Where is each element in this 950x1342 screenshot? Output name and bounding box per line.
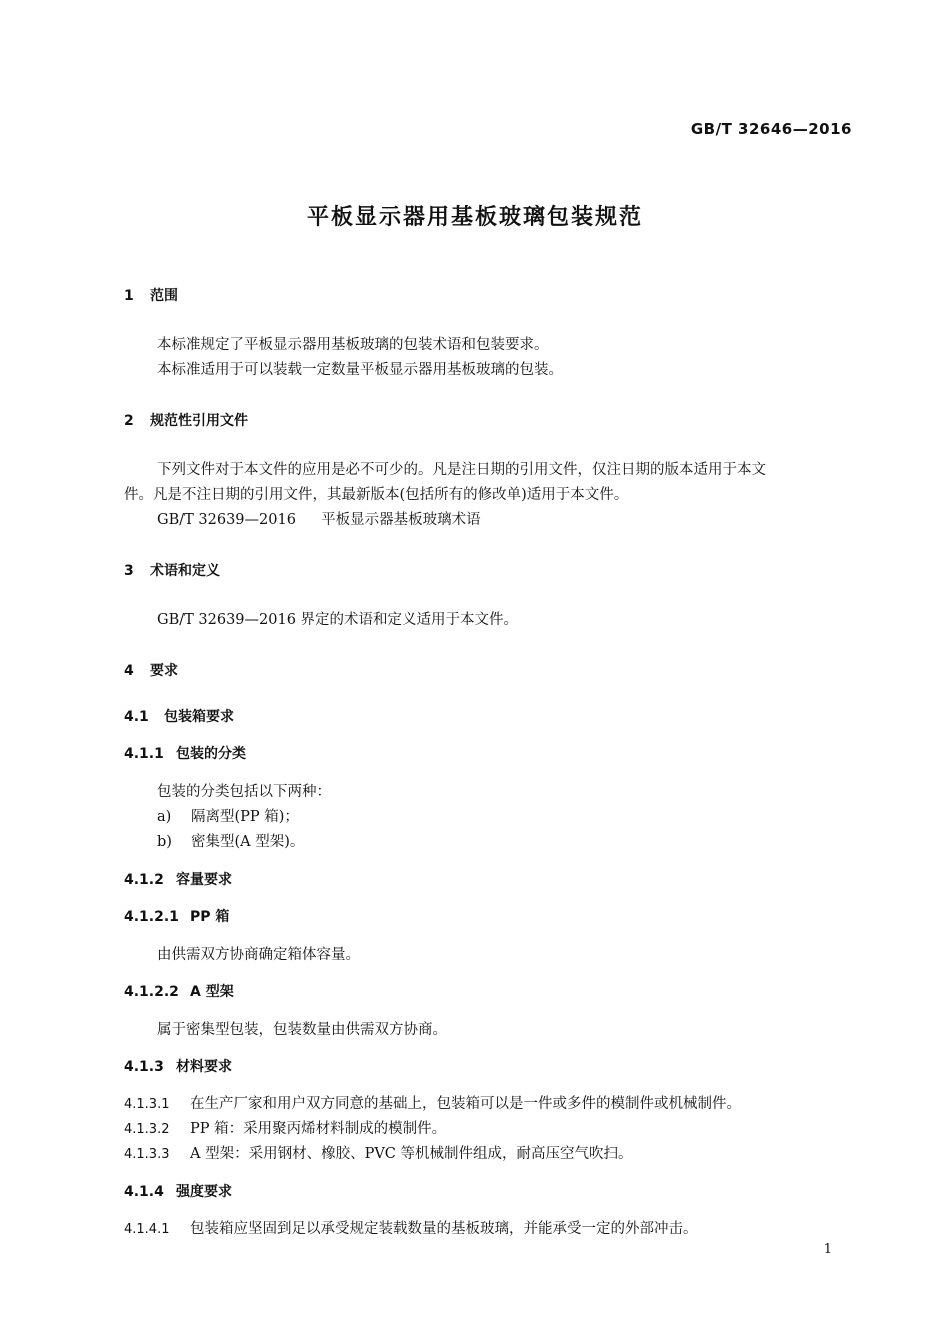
- section-title: 规范性引用文件: [150, 413, 248, 429]
- section-title: PP 箱: [190, 909, 230, 925]
- section-number: 4.1.4: [124, 1184, 164, 1200]
- paragraph: 包装的分类包括以下两种：: [157, 784, 331, 800]
- clause-4-1-3-1: [124, 1092, 741, 1113]
- paragraph-line: 下列文件对于本文件的应用是必不可少的。凡是注日期的引用文件，仅注日期的版本适用于本文: [157, 462, 766, 478]
- list-text: 密集型(A 型架)。: [191, 834, 305, 850]
- clause-4-1-3-2: [124, 1117, 446, 1138]
- paragraph: GB/T 32639—2016 界定的术语和定义适用于本文件。: [157, 612, 519, 628]
- list-item: [157, 805, 299, 826]
- paragraph: 属于密集型包装，包装数量由供需双方协商。: [157, 1022, 447, 1038]
- section-title: 范围: [150, 288, 178, 304]
- clause-text: 包装箱应坚固到足以承受规定装载数量的基板玻璃，并能承受一定的外部冲击。: [190, 1221, 698, 1237]
- clause-number: 4.1.3.3: [124, 1147, 170, 1162]
- subsection-4-1-2-2-heading: [124, 981, 234, 1001]
- section-number: 4.1: [124, 709, 149, 725]
- section-number: 4.1.3: [124, 1059, 164, 1075]
- clause-text: PP 箱：采用聚丙烯材料制成的模制件。: [190, 1121, 447, 1137]
- paragraph-line: 件。凡是不注日期的引用文件，其最新版本(包括所有的修改单)适用于本文件。: [124, 487, 629, 503]
- section-title: A 型架: [190, 984, 234, 1000]
- clause-4-1-4-1: [124, 1217, 698, 1238]
- section-number: 4.1.2: [124, 872, 164, 888]
- subsection-4-1-2-1-heading: [124, 906, 229, 926]
- section-title: 强度要求: [176, 1184, 232, 1200]
- subsection-4-1-3-heading: [124, 1056, 232, 1076]
- section-title: 包装的分类: [176, 746, 246, 762]
- section-title: 容量要求: [176, 872, 232, 888]
- subsection-4-1-1-heading: [124, 743, 246, 763]
- paragraph: 由供需双方协商确定箱体容量。: [157, 947, 360, 963]
- normative-reference: [157, 508, 481, 529]
- clause-text: 在生产厂家和用户双方同意的基础上，包装箱可以是一件或多件的模制件或机械制件。: [190, 1096, 741, 1112]
- document-title: 平板显示器用基板玻璃包装规范: [306, 205, 643, 230]
- clause-number: 4.1.3.2: [124, 1122, 170, 1137]
- section-number: 4.1.2.1: [124, 909, 179, 925]
- section-number: 1: [124, 288, 134, 304]
- subsection-4-1-4-heading: [124, 1181, 232, 1201]
- section-number: 2: [124, 413, 134, 429]
- reference-title: 平板显示器基板玻璃术语: [321, 512, 481, 528]
- list-text: 隔离型(PP 箱)；: [191, 809, 299, 825]
- clause-number: 4.1.3.1: [124, 1097, 170, 1112]
- section-title: 材料要求: [176, 1059, 232, 1075]
- section-title: 术语和定义: [150, 563, 220, 579]
- section-number: 3: [124, 563, 134, 579]
- paragraph: 本标准适用于可以装载一定数量平板显示器用基板玻璃的包装。: [157, 362, 563, 378]
- section-number: 4.1.1: [124, 746, 164, 762]
- list-label: a): [157, 809, 172, 825]
- section-title: 包装箱要求: [164, 709, 234, 725]
- clause-4-1-3-3: [124, 1142, 633, 1163]
- paragraph: 本标准规定了平板显示器用基板玻璃的包装术语和包装要求。: [157, 337, 549, 353]
- subsection-4-1-heading: [124, 706, 234, 726]
- page-number: 1: [823, 1242, 832, 1257]
- subsection-4-1-2-heading: [124, 869, 232, 889]
- standard-number: GB/T 32646—2016: [690, 120, 852, 138]
- section-2-heading: [124, 410, 248, 430]
- section-1-heading: [124, 285, 178, 305]
- section-3-heading: [124, 560, 220, 580]
- clause-text: A 型架：采用钢材、橡胶、PVC 等机械制件组成，耐高压空气吹扫。: [190, 1146, 633, 1162]
- reference-code: GB/T 32639—2016: [157, 512, 296, 528]
- list-item: [157, 830, 304, 851]
- list-label: b): [157, 834, 172, 850]
- section-number: 4.1.2.2: [124, 984, 179, 1000]
- section-4-heading: [124, 660, 178, 680]
- section-number: 4: [124, 663, 134, 679]
- section-title: 要求: [150, 663, 178, 679]
- clause-number: 4.1.4.1: [124, 1222, 170, 1237]
